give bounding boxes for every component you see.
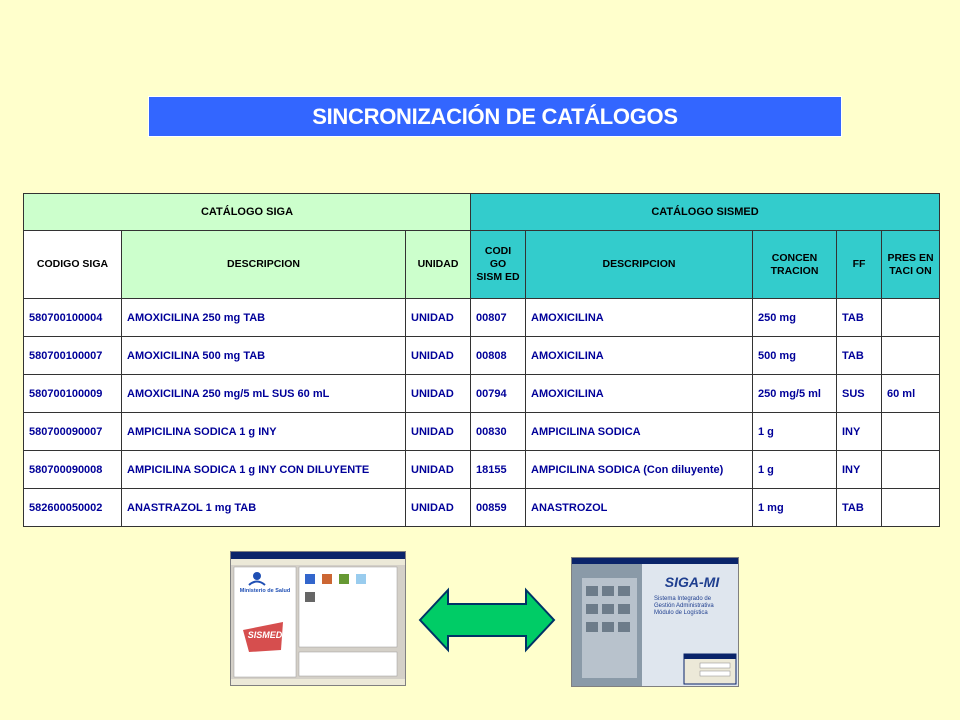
table-row bbox=[24, 337, 940, 375]
table-cell: 00859 bbox=[471, 489, 526, 527]
siga-subtitle-2: Gestión Administrativa bbox=[654, 603, 714, 609]
table-cell: 00830 bbox=[471, 413, 526, 451]
table-cell bbox=[882, 451, 940, 489]
table-row bbox=[24, 489, 940, 527]
table-cell: INY bbox=[837, 451, 882, 489]
column-header: DESCRIPCION bbox=[526, 231, 753, 299]
table-cell: UNIDAD bbox=[406, 413, 471, 451]
table-cell bbox=[882, 299, 940, 337]
table-cell: 580700100004 bbox=[24, 299, 122, 337]
group-header-sismed: CATÁLOGO SISMED bbox=[471, 194, 940, 231]
table-cell: UNIDAD bbox=[406, 451, 471, 489]
table-cell: 1 g bbox=[753, 413, 837, 451]
siga-logo-label: SIGA-MI bbox=[664, 574, 720, 590]
table-cell: 580700090008 bbox=[24, 451, 122, 489]
column-header: UNIDAD bbox=[406, 231, 471, 299]
siga-login-screenshot bbox=[571, 557, 739, 687]
column-header: CODIGO SIGA bbox=[24, 231, 122, 299]
table-cell bbox=[882, 489, 940, 527]
catalog-table bbox=[23, 193, 940, 527]
table-cell: TAB bbox=[837, 489, 882, 527]
table-row bbox=[24, 413, 940, 451]
table-cell: AMOXICILINA 250 mg/5 mL SUS 60 mL bbox=[122, 375, 406, 413]
table-cell: 580700100007 bbox=[24, 337, 122, 375]
table-cell: AMOXICILINA 250 mg TAB bbox=[122, 299, 406, 337]
table-cell: 1 mg bbox=[753, 489, 837, 527]
column-header: DESCRIPCION bbox=[122, 231, 406, 299]
table-cell: 500 mg bbox=[753, 337, 837, 375]
table-cell: ANASTROZOL bbox=[526, 489, 753, 527]
table-cell: TAB bbox=[837, 299, 882, 337]
siga-subtitle-3: Módulo de Logística bbox=[654, 610, 708, 616]
column-header: FF bbox=[837, 231, 882, 299]
table-cell: INY bbox=[837, 413, 882, 451]
table-cell: 00794 bbox=[471, 375, 526, 413]
table-cell: 00808 bbox=[471, 337, 526, 375]
table-cell: UNIDAD bbox=[406, 489, 471, 527]
table-cell bbox=[882, 337, 940, 375]
column-header: CODI GO SISM ED bbox=[471, 231, 526, 299]
table-cell: 580700090007 bbox=[24, 413, 122, 451]
table-cell: AMPICILINA SODICA 1 g INY CON DILUYENTE bbox=[122, 451, 406, 489]
sismed-logo-label: SISMED bbox=[247, 630, 283, 640]
ministry-label: Ministerio de Salud bbox=[239, 588, 291, 594]
title-banner bbox=[148, 96, 842, 137]
table-cell: UNIDAD bbox=[406, 337, 471, 375]
table-row bbox=[24, 375, 940, 413]
group-header-siga: CATÁLOGO SIGA bbox=[24, 194, 471, 231]
table-row bbox=[24, 299, 940, 337]
page-title: SINCRONIZACIÓN DE CATÁLOGOS bbox=[312, 103, 678, 129]
sismed-app-screenshot bbox=[230, 551, 406, 686]
column-header: PRES EN TACI ON bbox=[882, 231, 940, 299]
column-header: CONCEN TRACION bbox=[753, 231, 837, 299]
siga-subtitle-1: Sistema Integrado de bbox=[654, 596, 712, 602]
table-cell: TAB bbox=[837, 337, 882, 375]
table-cell: AMOXICILINA 500 mg TAB bbox=[122, 337, 406, 375]
table-cell: 60 ml bbox=[882, 375, 940, 413]
table-cell: ANASTRAZOL 1 mg TAB bbox=[122, 489, 406, 527]
table-cell: SUS bbox=[837, 375, 882, 413]
sync-double-arrow-icon bbox=[418, 586, 556, 654]
table-cell: UNIDAD bbox=[406, 299, 471, 337]
table-cell: 00807 bbox=[471, 299, 526, 337]
table-cell: 18155 bbox=[471, 451, 526, 489]
table-row bbox=[24, 451, 940, 489]
table-cell: AMPICILINA SODICA (Con diluyente) bbox=[526, 451, 753, 489]
table-cell: 580700100009 bbox=[24, 375, 122, 413]
table-cell: 1 g bbox=[753, 451, 837, 489]
table-cell: 250 mg/5 ml bbox=[753, 375, 837, 413]
table-cell: AMPICILINA SODICA 1 g INY bbox=[122, 413, 406, 451]
table-cell: AMOXICILINA bbox=[526, 299, 753, 337]
table-cell: AMOXICILINA bbox=[526, 375, 753, 413]
table-cell: 582600050002 bbox=[24, 489, 122, 527]
table-cell bbox=[882, 413, 940, 451]
table-cell: 250 mg bbox=[753, 299, 837, 337]
table-cell: UNIDAD bbox=[406, 375, 471, 413]
table-cell: AMPICILINA SODICA bbox=[526, 413, 753, 451]
table-cell: AMOXICILINA bbox=[526, 337, 753, 375]
